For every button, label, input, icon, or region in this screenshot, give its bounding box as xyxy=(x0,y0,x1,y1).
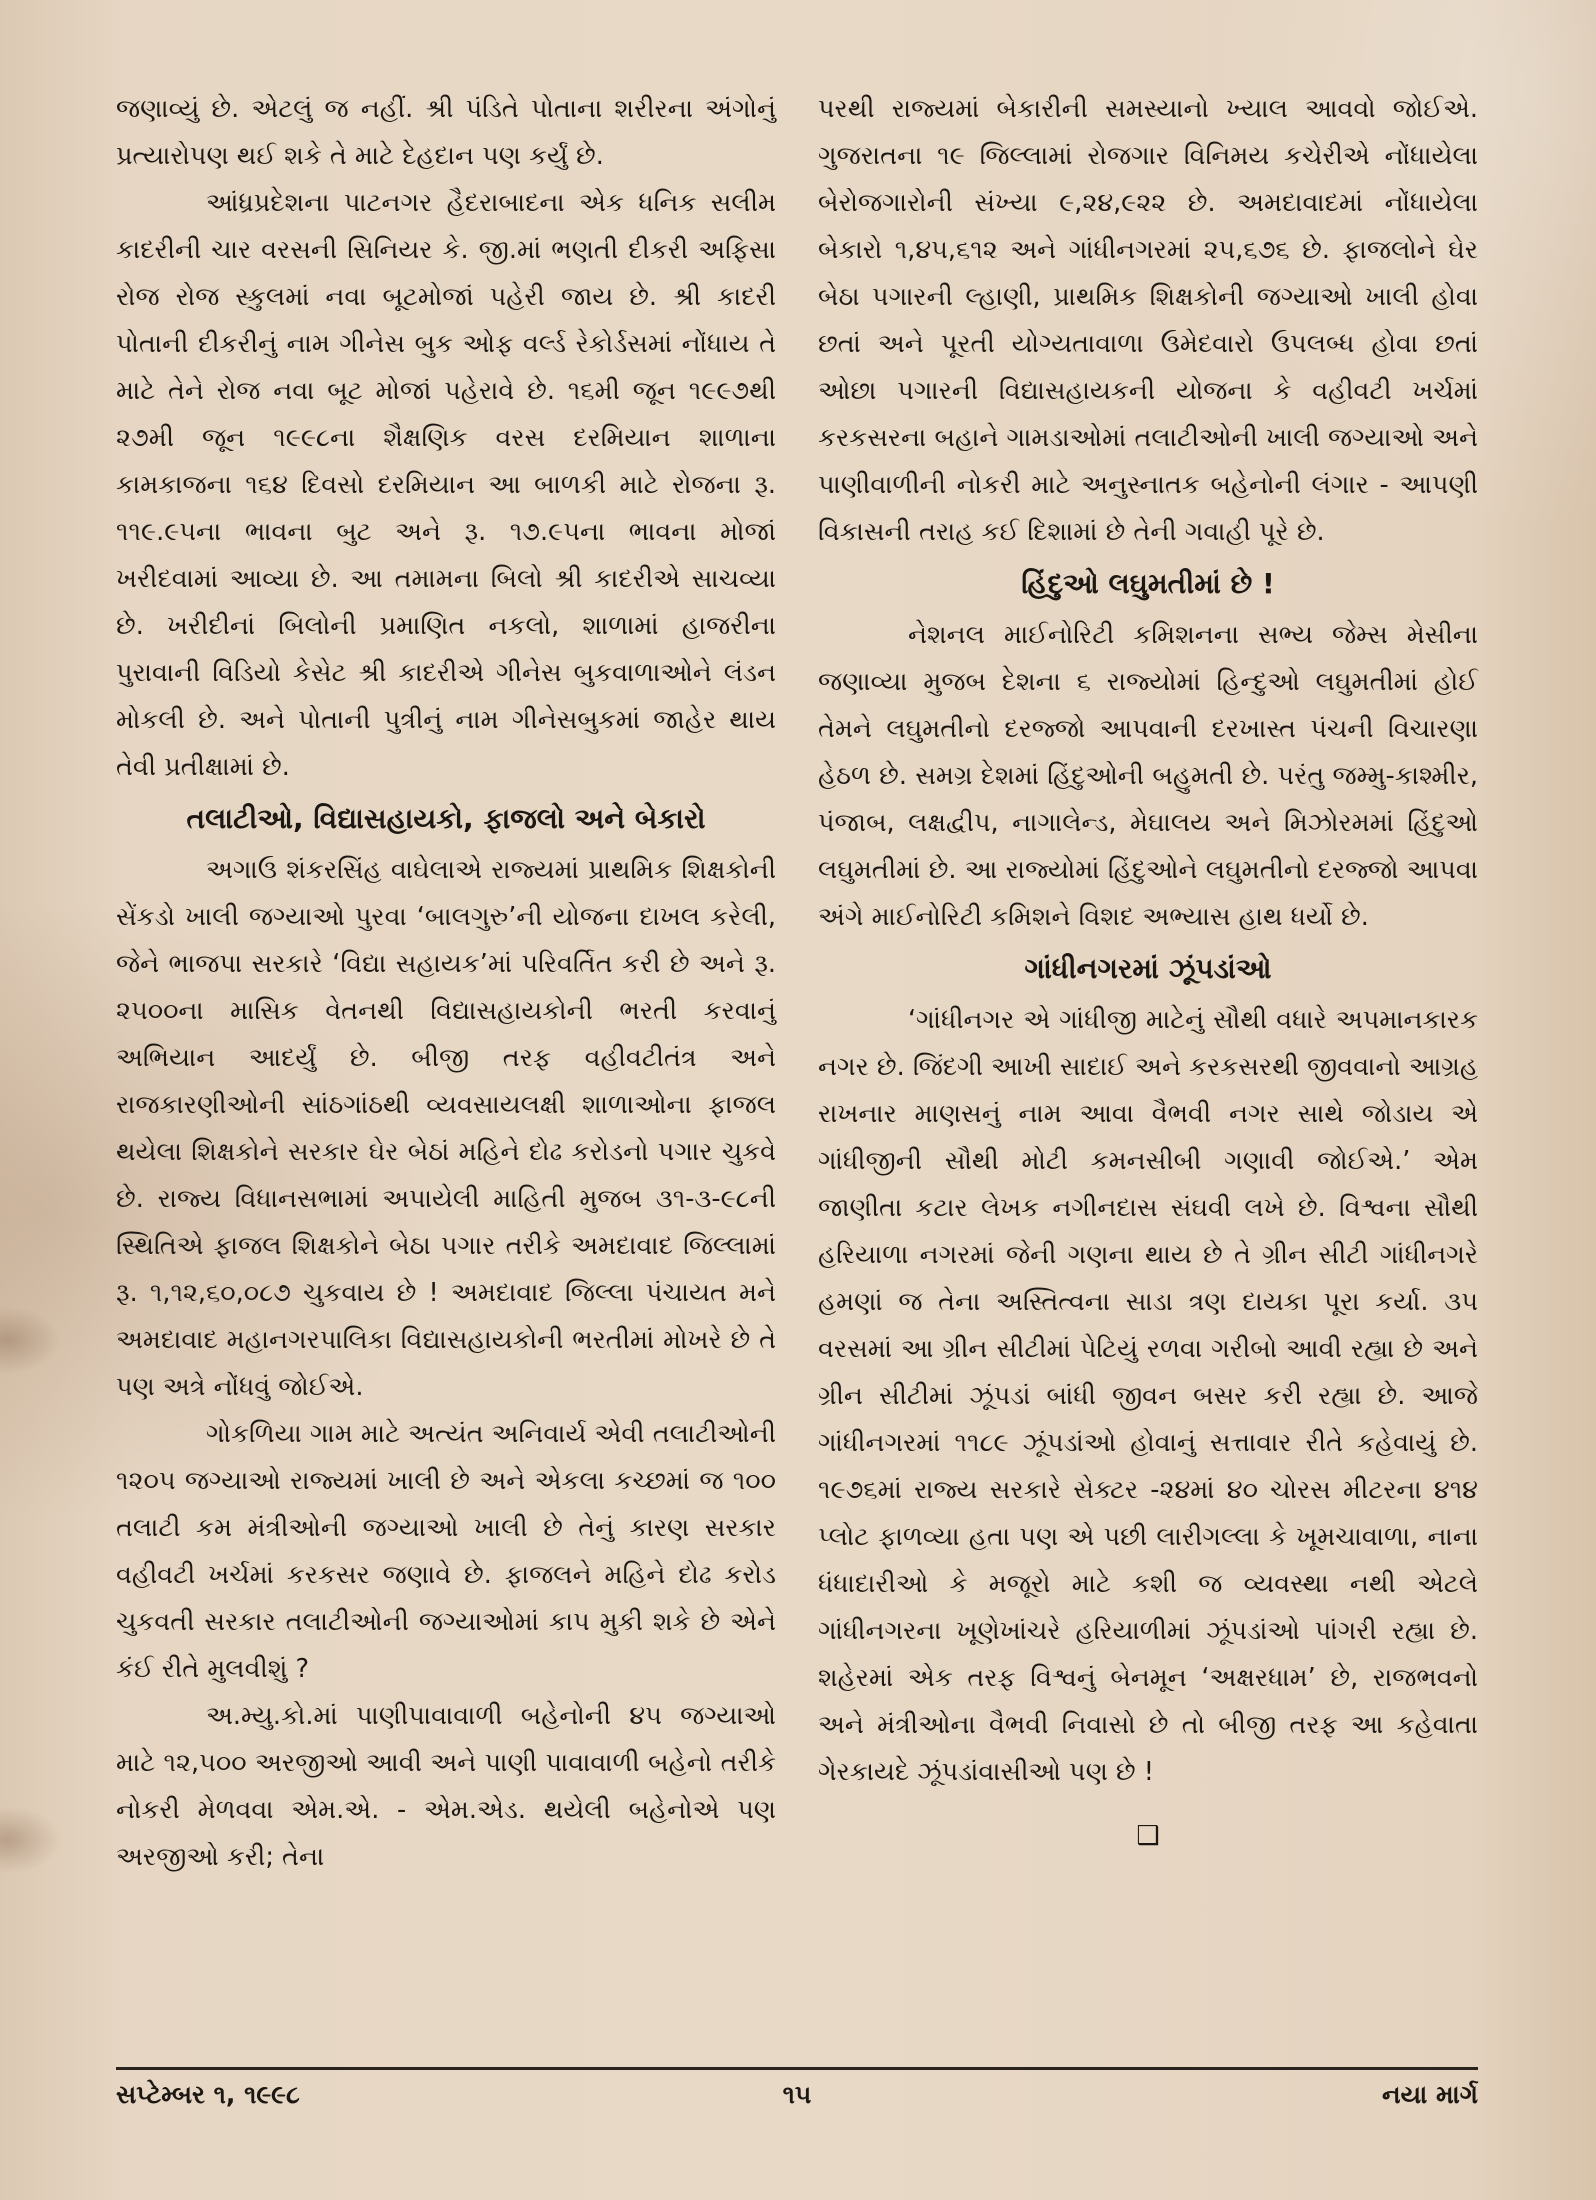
page-tear-mark xyxy=(0,1800,70,1880)
paragraph: અ.મ્યુ.કો.માં પાણીપાવાવાળી બહેનોની ૪૫ જગ્યાઓ માટે ૧૨,૫૦૦ અરજીઓ આવી અને પાણી પાવાવાળી બહેનો તરીકે નોકરી મેળવવા એમ.એ. - એમ.એડ. થયેલી બહેનોએ પણ અરજીઓ કરી; તેના xyxy=(116,1701,776,1872)
paragraph: પરથી રાજ્યમાં બેકારીની સમસ્યાનો ખ્યાલ આવવો જોઈએ. ગુજરાતના ૧૯ જિલ્લામાં રોજગાર વિનિમય કચેરીએ નોંધાયેલા બેરોજગારોની સંખ્યા ૯,૨૪,૯૨૨ છે. અમદાવાદમાં નોંધાયેલા બેકારો ૧,૪૫,૬૧૨ અને ગાંધીનગરમાં ૨૫,૬૭૬ છે. ફાજલોને ઘેર બેઠા પગારની લ્હાણી, પ્રાથમિક શિક્ષકોની જગ્યાઓ ખાલી હોવા છતાં અને પૂરતી યોગ્યતાવાળા ઉમેદવારો ઉપલબ્ધ હોવા છતાં ઓછા પગારની વિદ્યાસહાયકની યોજના કે વહીવટી ખર્ચમાં કરકસરના બહાને ગામડાઓમાં તલાટીઓની ખાલી જગ્યાઓ અને પાણીવાળીની નોકરી માટે અનુસ્નાતક બહેનોની લંગાર - આપણી વિકાસની તરાહ કઈ દિશામાં છે તેની ગવાહી પૂરે છે. xyxy=(818,94,1478,547)
section-heading: ગાંધીનગરમાં ઝૂંપડાંઓ xyxy=(1024,952,1272,985)
paragraph: ‘ગાંધીનગર એ ગાંધીજી માટેનું સૌથી વધારે અપમાનકારક નગર છે. જિંદગી આખી સાદાઈ અને કરકસરથી જીવવાનો આગ્રહ રાખનાર માણસનું નામ આવા વૈભવી નગર સાથે જોડાય એ ગાંધીજીની સૌથી મોટી કમનસીબી ગણાવી જોઈએ.’ એમ જાણીતા કટાર લેખક નગીનદાસ સંઘવી લખે છે. વિશ્વના સૌથી હરિયાળા નગરમાં જેની ગણના થાય છે તે ગ્રીન સીટી ગાંધીનગરે હમણાં જ તેના અસ્તિત્વના સાડા ત્રણ દાયકા પૂરા કર્યા. ૩૫ વરસમાં આ ગ્રીન સીટીમાં પેટિયું રળવા ગરીબો આવી રહ્યા છે અને ગ્રીન સીટીમાં ઝૂંપડાં બાંધી જીવન બસર કરી રહ્યા છે. આજે ગાંધીનગરમાં ૧૧૮૯ ઝૂંપડાંઓ હોવાનું સત્તાવાર રીતે કહેવાયું છે. ૧૯૭૬માં રાજ્ય સરકારે સેક્ટર -૨૪માં ૪૦ ચોરસ મીટરના ૪૧૪ પ્લોટ ફાળવ્યા હતા પણ એ પછી લારીગલ્લા કે ખૂમચાવાળા, નાના ધંધાદારીઓ કે મજૂરો માટે કશી જ વ્યવસ્થા નથી એટલે ગાંધીનગરના ખૂણેખાંચરે હરિયાળીમાં ઝૂંપડાંઓ પાંગરી રહ્યા છે. શહેરમાં એક તરફ વિશ્વનું બેનમૂન ‘અક્ષરધામ’ છે, રાજભવનો અને મંત્રીઓના વૈભવી નિવાસો છે તો બીજી તરફ આ કહેવાતા ગેરકાયદે ઝૂંપડાંવાસીઓ પણ છે ! xyxy=(818,1005,1478,1787)
article-end-mark: ❑ xyxy=(1136,1821,1160,1851)
section-heading: તલાટીઓ, વિદ્યાસહાયકો, ફાજલો અને બેકારો xyxy=(186,802,706,835)
page-footer xyxy=(116,2080,1478,2120)
page-tear-mark xyxy=(0,1300,70,1380)
page-number: ૧૫ xyxy=(782,2080,812,2109)
section-heading: હિંદુઓ લઘુમતીમાં છે ! xyxy=(1021,567,1275,600)
left-column xyxy=(116,86,776,1881)
right-column xyxy=(818,86,1478,1856)
paragraph: નેશનલ માઈનોરિટી કમિશનના સભ્ય જેમ્સ મેસીના જણાવ્યા મુજબ દેશના ૬ રાજ્યોમાં હિન્દુઓ લઘુમતીમાં હોઈ તેમને લઘુમતીનો દરજ્જો આપવાની દરખાસ્ત પંચની વિચારણા હેઠળ છે. સમગ્ર દેશમાં હિંદુઓની બહુમતી છે. પરંતુ જમ્મુ-કાશ્મીર, પંજાબ, લક્ષદ્વીપ, નાગાલેન્ડ, મેઘાલય અને મિઝોરમમાં હિંદુઓ લઘુમતીમાં છે. આ રાજ્યોમાં હિંદુઓને લઘુમતીનો દરજ્જો આપવા અંગે માઈનોરિટી કમિશને વિશદ અભ્યાસ હાથ ધર્યો છે. xyxy=(818,620,1478,932)
paragraph: આંધ્રપ્રદેશના પાટનગર હૈદરાબાદના એક ધનિક સલીમ કાદરીની ચાર વરસની સિનિયર કે. જી.માં ભણતી દીકરી અફિસા રોજ રોજ સ્કુલમાં નવા બૂટમોજાં પહેરી જાય છે. શ્રી કાદરી પોતાની દીકરીનું નામ ગીનેસ બુક ઓફ વર્લ્ડ રેકોર્ડસમાં નોંધાય તે માટે તેને રોજ નવા બૂટ મોજાં પહેરાવે છે. ૧૬મી જૂન ૧૯૯૭થી ૨૭મી જૂન ૧૯૯૮ના શૈક્ષણિક વરસ દરમિયાન શાળાના કામકાજના ૧૬૪ દિવસો દરમિયાન આ બાળકી માટે રોજના રૂ. ૧૧૯.૯૫ના ભાવના બુટ અને રૂ. ૧૭.૯૫ના ભાવના મોજાં ખરીદવામાં આવ્યા છે. આ તમામના બિલો શ્રી કાદરીએ સાચવ્યા છે. ખરીદીનાં બિલોની પ્રમાણિત નકલો, શાળામાં હાજરીના પુરાવાની વિડિયો કેસેટ શ્રી કાદરીએ ગીનેસ બુકવાળાઓને લંડન મોકલી છે. અને પોતાની પુત્રીનું નામ ગીનેસબુકમાં જાહેર થાય તેવી પ્રતીક્ષામાં છે. xyxy=(116,188,776,782)
paragraph: અગાઉ શંકરસિંહ વાઘેલાએ રાજ્યમાં પ્રાથમિક શિક્ષકોની સેંકડો ખાલી જગ્યાઓ પુરવા ‘બાલગુરુ’ની યોજના દાખલ કરેલી, જેને ભાજપા સરકારે ‘વિદ્યા સહાયક’માં પરિવર્તિત કરી છે અને રૂ. ૨૫૦૦ના માસિક વેતનથી વિદ્યાસહાયકોની ભરતી કરવાનું અભિયાન આદર્યું છે. બીજી તરફ વહીવટીતંત્ર અને રાજકારણીઓની સાંઠગાંઠથી વ્યવસાયલક્ષી શાળાઓના ફાજલ થયેલા શિક્ષકોને સરકાર ઘેર બેઠાં મહિને દોઢ કરોડનો પગાર ચુકવે છે. રાજ્ય વિધાનસભામાં અપાયેલી માહિતી મુજબ ૩૧-૩-૯૮ની સ્થિતિએ ફાજલ શિક્ષકોને બેઠા પગાર તરીકે અમદાવાદ જિલ્લામાં રૂ. ૧,૧૨,૬૦,૦૮૭ ચુકવાય છે ! અમદાવાદ જિલ્લા પંચાયત મને અમદાવાદ મહાનગરપાલિકા વિદ્યાસહાયકોની ભરતીમાં મોખરે છે તે પણ અત્રે નોંધવું જોઈએ. xyxy=(116,855,776,1402)
footer-rule xyxy=(116,2067,1478,2070)
paragraph: જણાવ્યું છે. એટલું જ નહીં. શ્રી પંડિતે પોતાના શરીરના અંગોનું પ્રત્યારોપણ થઈ શકે તે માટે દેહદાન પણ કર્યું છે. xyxy=(116,94,776,171)
paragraph: ગોકળિયા ગામ માટે અત્યંત અનિવાર્ય એવી તલાટીઓની ૧૨૦૫ જગ્યાઓ રાજ્યમાં ખાલી છે અને એકલા કચ્છમાં જ ૧૦૦ તલાટી કમ મંત્રીઓની જગ્યાઓ ખાલી છે તેનું કારણ સરકાર વહીવટી ખર્ચમાં કરકસર જણાવે છે. ફાજલને મહિને દોઢ કરોડ ચુકવતી સરકાર તલાટીઓની જગ્યાઓમાં કાપ મુકી શકે છે એને કંઈ રીતે મુલવીશું ? xyxy=(116,1419,776,1684)
footer-date: સપ્ટેમ્બર ૧, ૧૯૯૮ xyxy=(116,2080,300,2109)
publication-name: નયા માર્ગ xyxy=(1382,2080,1478,2109)
